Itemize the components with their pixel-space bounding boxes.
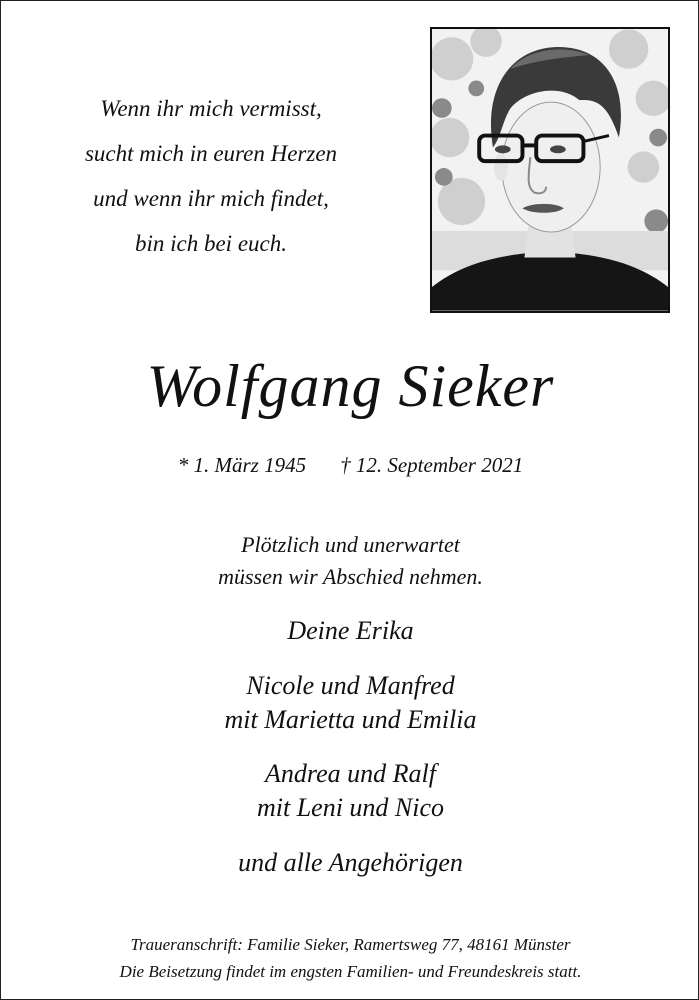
mourner-nicole	[1, 669, 699, 737]
mourner-erika	[1, 614, 699, 648]
poem-line: sucht mich in euren Herzen	[84, 141, 338, 166]
mourner-line: mit Marietta und Emilia	[224, 705, 477, 734]
poem	[31, 86, 391, 266]
footer	[1, 931, 699, 985]
intro-line: Plötzlich und unerwartet	[241, 532, 460, 557]
poem-line: bin ich bei euch.	[134, 231, 287, 256]
life-dates	[1, 451, 699, 479]
intro-text	[1, 529, 699, 593]
mourner-line: mit Leni und Nico	[256, 793, 445, 822]
mourner-line: und alle Angehörigen	[238, 848, 463, 877]
burial-note: Die Beisetzung findet im engsten Familien- und Freundeskreis statt.	[119, 962, 582, 981]
portrait-photo	[430, 27, 670, 313]
birth-date: * 1. März 1945	[177, 453, 307, 477]
mourning-address: Traueranschrift: Familie Sieker, Ramertsweg 77, 48161 Münster	[130, 935, 571, 954]
deceased-name: Wolfgang Sieker	[146, 353, 555, 419]
intro-line: müssen wir Abschied nehmen.	[218, 564, 483, 589]
death-date: † 12. September 2021	[340, 453, 524, 477]
mourner-line: Andrea und Ralf	[265, 759, 436, 788]
mourner-all-relatives	[1, 846, 699, 880]
mourner-line: Nicole und Manfred	[246, 671, 455, 700]
mourner-line: Deine Erika	[287, 616, 414, 645]
poem-line: Wenn ihr mich vermisst,	[100, 96, 322, 121]
mourner-andrea	[1, 757, 699, 825]
poem-line: und wenn ihr mich findet,	[93, 186, 329, 211]
